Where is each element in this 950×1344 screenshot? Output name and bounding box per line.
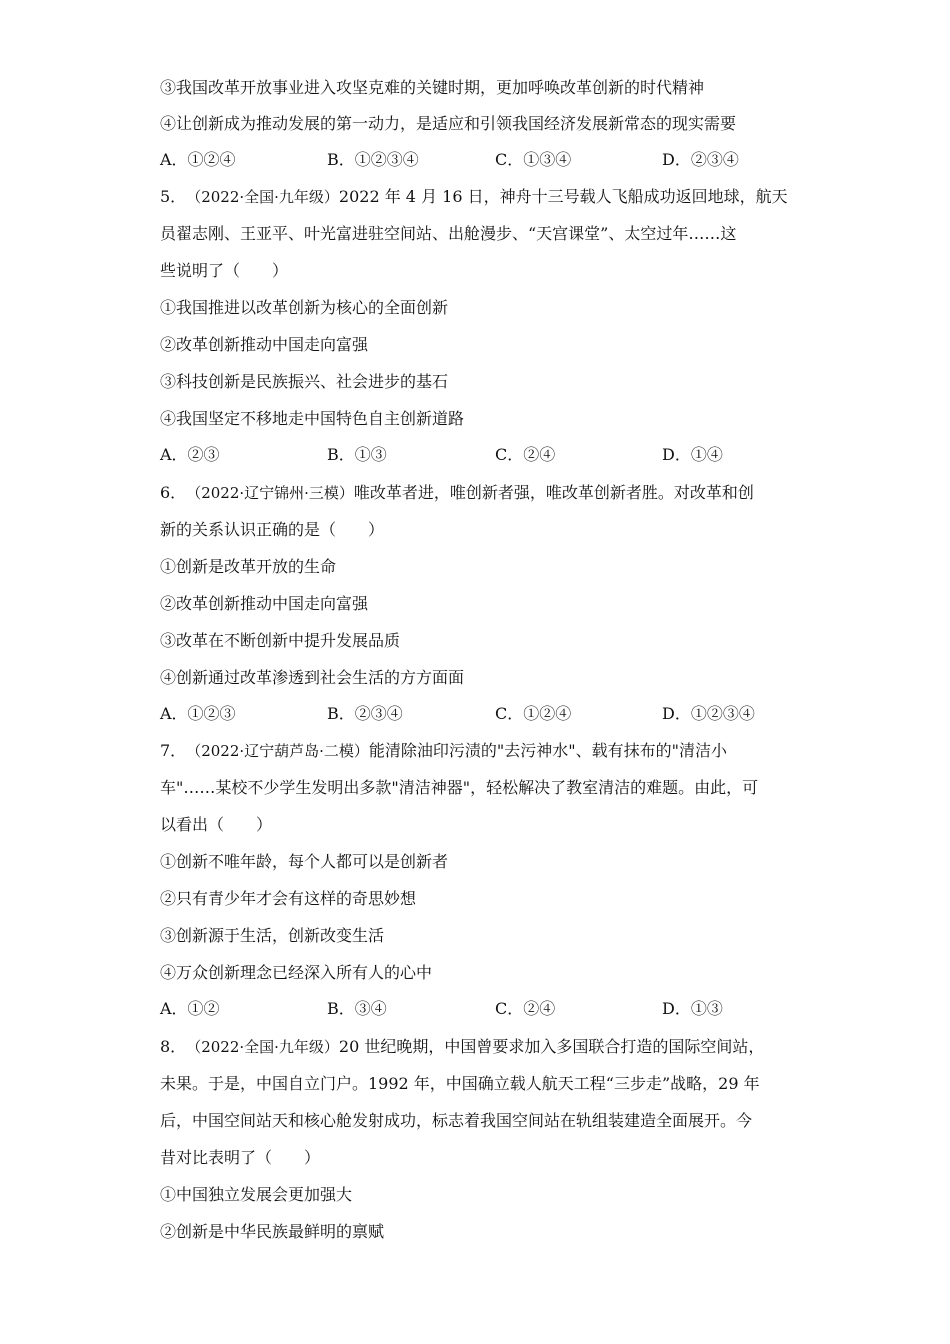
q6-item-4: ④创新通过改革渗透到社会生活的方方面面: [160, 668, 465, 687]
q7-source: （2022·辽宁葫芦岛·二模）: [186, 742, 369, 760]
q8-line-3: 后，中国空间站天和核心舱发射成功，标志着我国空间站在轨组装建造全面展开。今: [160, 1111, 753, 1130]
q6-option-c: C．①②④: [495, 704, 572, 723]
q4-item-3: ③我国改革开放事业进入攻坚克难的关键时期，更加呼唤改革创新的时代精神: [160, 78, 705, 97]
q5-line-3: 些说明了（ ）: [160, 261, 289, 280]
q5-line-2: 员翟志刚、王亚平、叶光富进驻空间站、出舱漫步、“天宫课堂”、太空过年……这: [160, 224, 737, 243]
q6-option-d: D．①②③④: [662, 704, 755, 723]
q8-line-1: [160, 1037, 764, 1057]
q5-option-a: A．②③: [160, 445, 220, 464]
q7-item-2: ②只有青少年才会有这样的奇思妙想: [160, 889, 417, 908]
q8-line-2: 未果。于是，中国自立门户。1992 年，中国确立载人航天工程“三步走”战略，29 年: [160, 1074, 760, 1093]
q5-option-b: B．①③: [327, 445, 387, 464]
q6-line-2: 新的关系认识正确的是（ ）: [160, 520, 385, 539]
q6-source: （2022·辽宁锦州·三模）: [186, 484, 354, 502]
q7-option-c: C．②④: [495, 999, 556, 1018]
q7-line-1: [160, 741, 727, 761]
q6-line-1: [160, 483, 754, 503]
q6-number: 6．: [160, 483, 187, 502]
q8-stem-1: 20 世纪晚期，中国曾要求加入多国联合打造的国际空间站，: [338, 1037, 765, 1056]
q4-option-a: A．①②④: [160, 150, 236, 169]
q7-item-4: ④万众创新理念已经深入所有人的心中: [160, 963, 433, 982]
q4-option-c: C．①③④: [495, 150, 572, 169]
q5-item-1: ①我国推进以改革创新为核心的全面创新: [160, 298, 449, 317]
q6-option-a: A．①②③: [160, 704, 236, 723]
q4-item-4: ④让创新成为推动发展的第一动力，是适应和引领我国经济发展新常态的现实需要: [160, 114, 737, 133]
q7-number: 7．: [160, 741, 187, 760]
q7-line-3: 以看出（ ）: [160, 815, 273, 834]
q7-item-1: ①创新不唯年龄，每个人都可以是创新者: [160, 852, 449, 871]
q8-item-1: ①中国独立发展会更加强大: [160, 1185, 353, 1204]
q7-option-a: A．①②: [160, 999, 220, 1018]
q5-item-2: ②改革创新推动中国走向富强: [160, 335, 369, 354]
q5-item-3: ③科技创新是民族振兴、社会进步的基石: [160, 372, 449, 391]
q4-option-b: B．①②③④: [327, 150, 419, 169]
q5-line-1: [160, 187, 788, 207]
q7-item-3: ③创新源于生活，创新改变生活: [160, 926, 385, 945]
q6-item-1: ①创新是改革开放的生命: [160, 557, 337, 576]
q8-source: （2022·全国·九年级）: [186, 1038, 339, 1056]
q7-option-d: D．①③: [662, 999, 723, 1018]
q8-line-4: 昔对比表明了（ ）: [160, 1148, 321, 1167]
q6-option-b: B．②③④: [327, 704, 403, 723]
q7-options: [160, 999, 800, 1019]
q5-options: [160, 445, 800, 465]
q6-stem-1: 唯改革者进，唯创新者强，唯改革创新者胜。对改革和创: [353, 483, 754, 502]
q5-option-d: D．①④: [662, 445, 723, 464]
q8-item-2: ②创新是中华民族最鲜明的禀赋: [160, 1222, 385, 1241]
q6-options: [160, 704, 800, 724]
q5-item-4: ④我国坚定不移地走中国特色自主创新道路: [160, 409, 465, 428]
q7-stem-1: 能清除油印污渍的"去污神水"、载有抹布的"清洁小: [368, 741, 727, 760]
q5-option-c: C．②④: [495, 445, 556, 464]
q5-source: （2022·全国·九年级）: [186, 188, 339, 206]
q7-option-b: B．③④: [327, 999, 387, 1018]
q7-line-2: 车"……某校不少学生发明出多款"清洁神器"，轻松解决了教室清洁的难题。由此，可: [160, 778, 759, 797]
q6-item-3: ③改革在不断创新中提升发展品质: [160, 631, 401, 650]
q6-item-2: ②改革创新推动中国走向富强: [160, 594, 369, 613]
q5-number: 5．: [160, 187, 187, 206]
q4-options: [160, 150, 800, 170]
q8-number: 8．: [160, 1037, 187, 1056]
q5-stem-1: 2022 年 4 月 16 日，神舟十三号载人飞船成功返回地球，航天: [338, 187, 788, 206]
q4-option-d: D．②③④: [662, 150, 739, 169]
